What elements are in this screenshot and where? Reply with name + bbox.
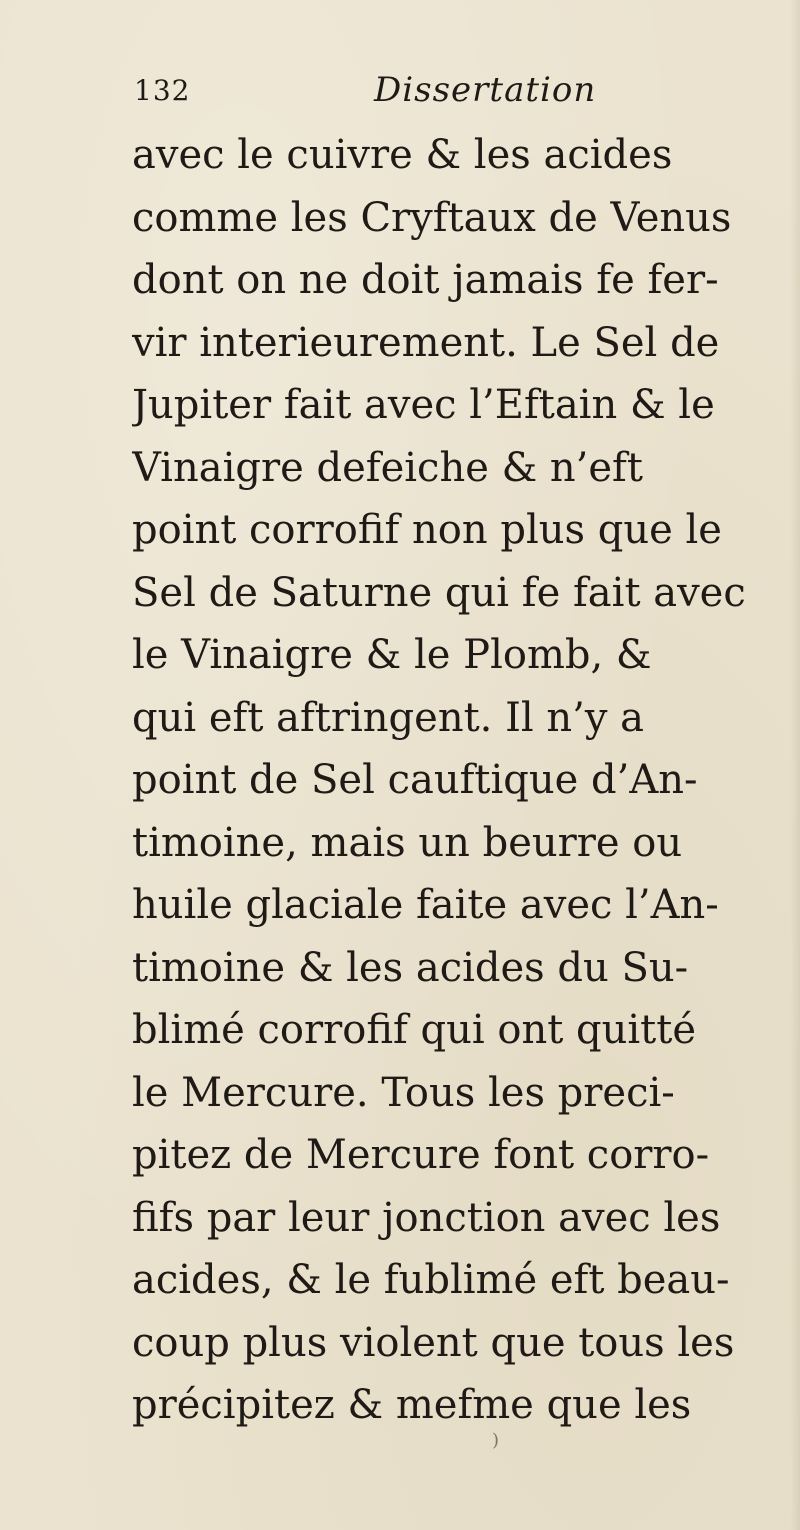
text-line: précipitez & mefme que les [132,1382,692,1428]
text-line: blimé corrofif qui ont quitté [132,1007,697,1053]
text-line: vir interieurement. Le Sel de [132,319,720,366]
text-line: dont on ne doit jamais fe fer- [132,257,719,303]
text-line: le Mercure. Tous les preci- [132,1069,675,1116]
text-line: avec le cuivre & les acides [132,132,673,178]
text-line: huile glaciale faite avec l’An- [132,882,719,928]
text-line: Jupiter fait avec l’Eftain & le [132,382,715,428]
text-line: coup plus violent que tous les [132,1319,735,1366]
text-line: point corrofif non plus que le [132,507,722,553]
footer-mark: ) [492,1430,500,1451]
body-text [132,124,792,1437]
text-line: comme les Cryftaux de Venus [132,194,732,241]
text-line: timoine & les acides du Su- [132,944,689,991]
text-line: pitez de Mercure font corro- [132,1132,710,1178]
running-head [112,68,672,120]
text-line: fifs par leur jonction avec les [132,1194,721,1241]
running-title: Dissertation [374,70,597,110]
text-line: acides, & le fublimé eft beau- [132,1257,730,1303]
text-line: Vinaigre defeiche & n’eft [132,444,643,491]
text-line: le Vinaigre & le Plomb, & [132,632,652,678]
text-line: Sel de Saturne qui fe fait avec [132,569,746,616]
text-line: point de Sel cauftique d’An- [132,757,698,803]
page-number: 132 [134,74,191,107]
text-line: timoine, mais un beurre ou [132,819,683,866]
text-line: qui eft aftringent. Il n’y a [132,694,645,741]
